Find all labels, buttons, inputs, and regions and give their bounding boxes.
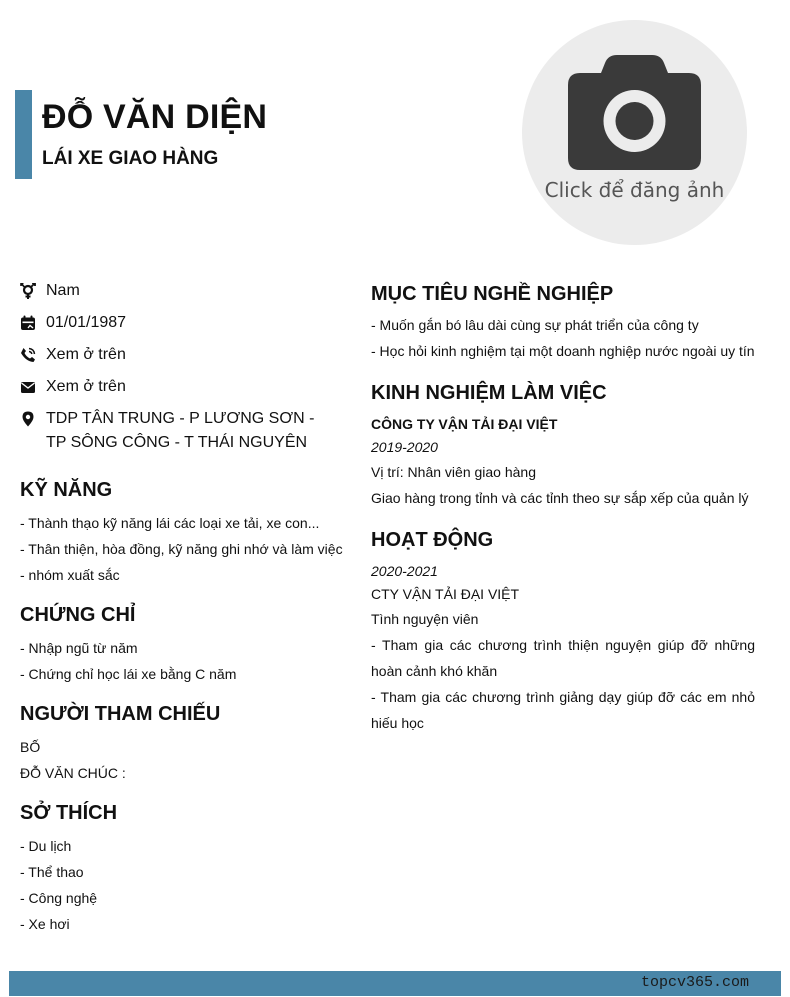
activity-item: - Tham gia các chương trình thiện nguyện giúp đỡ những hoàn cảnh khó khăn [371, 637, 755, 679]
skill-item: - Thân thiện, hòa đồng, kỹ năng ghi nhớ và làm việc [20, 541, 343, 557]
activity-item: - Tham gia các chương trình giảng dạy giúp đỡ các em nhỏ hiếu học [371, 689, 755, 731]
avatar-upload[interactable] [522, 20, 747, 245]
hobby-item: - Thể thao [20, 864, 84, 880]
activity-period: 2020-2021 [371, 563, 438, 579]
location-pin-icon [20, 411, 36, 427]
certificate-item: - Nhập ngũ từ năm [20, 640, 138, 656]
experience-period: 2019-2020 [371, 439, 438, 455]
footer-bar [9, 971, 781, 996]
phone-value: Xem ở trên [46, 346, 126, 363]
gender-icon [20, 283, 36, 299]
certificate-item: - Chứng chỉ học lái xe bằng C năm [20, 666, 237, 682]
contact-birthday [20, 311, 340, 335]
hobby-item: - Công nghệ [20, 890, 98, 906]
experience-title: KINH NGHIỆM LÀM VIỆC [371, 382, 607, 404]
experience-company: CÔNG TY VẬN TẢI ĐẠI VIỆT [371, 416, 558, 432]
hobbies-title: SỞ THÍCH [20, 802, 118, 824]
experience-position: Vị trí: Nhân viên giao hàng [371, 464, 536, 480]
avatar-label: Click để đăng ảnh [544, 178, 725, 202]
envelope-icon [20, 379, 36, 395]
birthday-value: 01/01/1987 [46, 314, 127, 331]
experience-description: Giao hàng trong tỉnh và các tỉnh theo sự sắp xếp của quản lý [371, 490, 749, 506]
activity-role: Tình nguyện viên [371, 611, 479, 627]
objective-item: - Muốn gắn bó lâu dài cùng sự phát triển của công ty [371, 317, 699, 333]
accent-bar [15, 90, 32, 179]
activities-title: HOẠT ĐỘNG [371, 529, 494, 551]
objective-title: MỤC TIÊU NGHỀ NGHIỆP [371, 283, 614, 305]
address-value: TDP TÂN TRUNG - P LƯƠNG SƠN - TP SÔNG CÔNG - T THÁI NGUYÊN [46, 410, 315, 451]
hobby-item: - Xe hơi [20, 916, 70, 932]
job-title: LÁI XE GIAO HÀNG [42, 148, 219, 169]
email-value: Xem ở trên [46, 378, 126, 395]
skill-item: - nhóm xuất sắc [20, 567, 120, 583]
contact-gender [20, 279, 340, 303]
candidate-name: ĐỖ VĂN DIỆN [42, 98, 268, 136]
gender-value: Nam [46, 282, 80, 299]
objective-item: - Học hỏi kinh nghiệm tại một doanh nghiệp nước ngoài uy tín [371, 343, 755, 359]
contact-phone [20, 343, 340, 367]
camera-icon [567, 53, 702, 173]
references-title: NGƯỜI THAM CHIẾU [20, 703, 221, 725]
phone-icon [20, 347, 36, 363]
calendar-icon [20, 315, 36, 331]
reference-item: BỐ [20, 739, 41, 755]
certificates-title: CHỨNG CHỈ [20, 604, 136, 626]
skill-item: - Thành thạo kỹ năng lái các loại xe tải, xe con... [20, 515, 320, 531]
reference-item: ĐỖ VĂN CHÚC : [20, 765, 126, 781]
contact-address [20, 407, 330, 455]
skills-title: KỸ NĂNG [20, 479, 113, 501]
hobby-item: - Du lịch [20, 838, 72, 854]
footer-watermark: topcv365.com [640, 974, 749, 991]
activity-organization: CTY VẬN TẢI ĐẠI VIỆT [371, 586, 520, 602]
contact-email [20, 375, 340, 399]
